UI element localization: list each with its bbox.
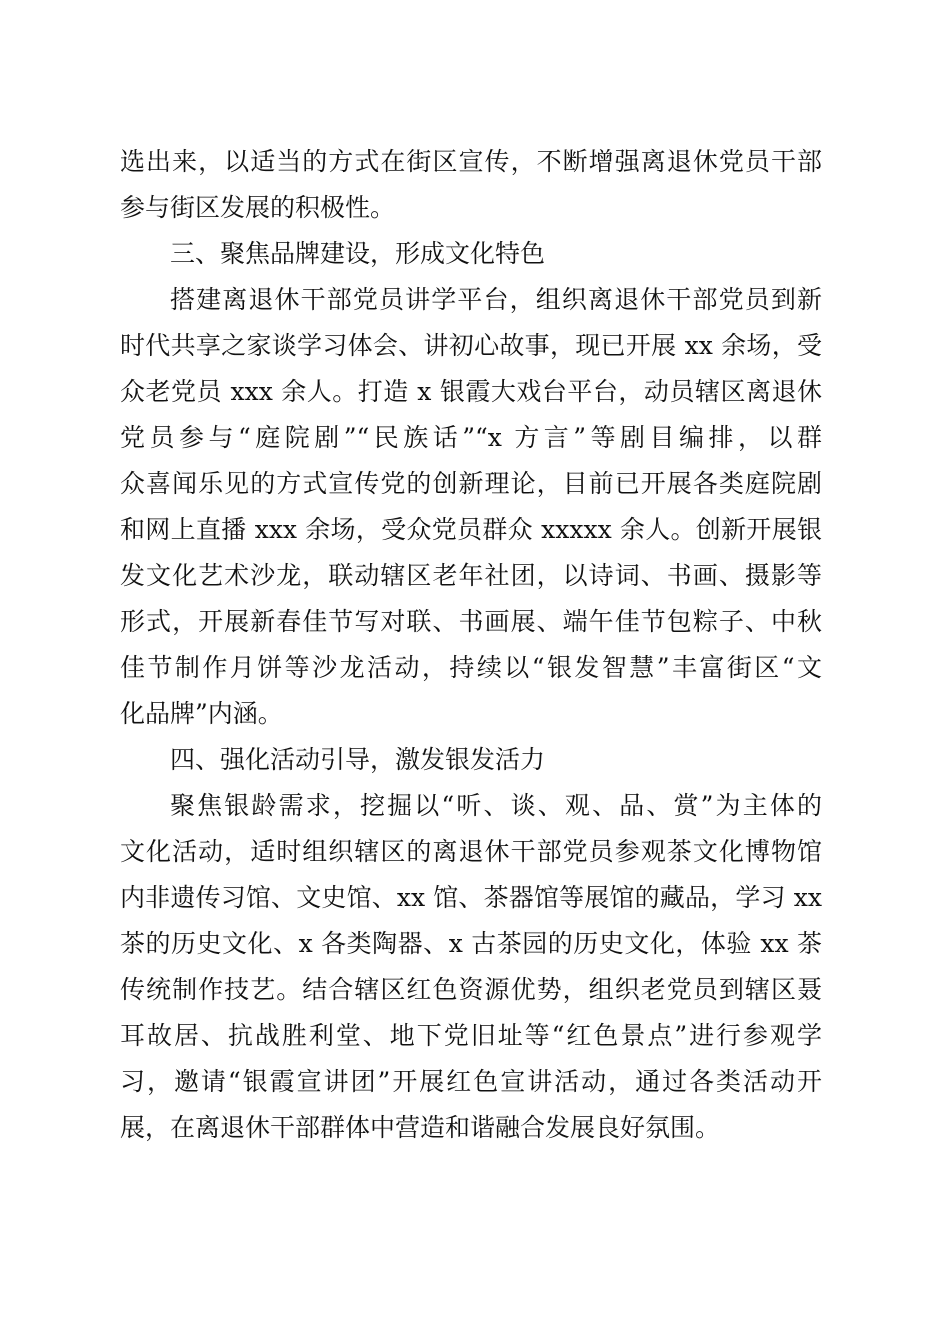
para2-line-3: 众老党员 xxx 余人。打造 x 银霞大戏台平台，动员辖区离退休 [120, 377, 822, 406]
para2-line-5: 众喜闻乐见的方式宣传党的创新理论，目前已开展各类庭院剧 [120, 469, 822, 498]
para1-line-1: 选出来，以适当的方式在街区宣传，不断增强离退休党员干部 [120, 147, 822, 176]
section-heading-4: 四、强化活动引导，激发银发活力 [170, 745, 546, 774]
para3-line-6: 耳故居、抗战胜利堂、地下党旧址等“红色景点”进行参观学 [120, 1021, 822, 1050]
para2-line-2: 时代共享之家谈学习体会、讲初心故事，现已开展 xx 余场，受 [120, 331, 822, 360]
para3-line-8: 展，在离退休干部群体中营造和谐融合发展良好氛围。 [120, 1113, 721, 1142]
para1-line-2: 参与街区发展的积极性。 [120, 193, 396, 222]
para3-line-1: 聚焦银龄需求，挖掘以“听、谈、观、品、赏”为主体的 [170, 791, 822, 820]
para2-line-4: 党员参与“庭院剧”“民族话”“x 方言”等剧目编排，以群 [120, 423, 822, 452]
para2-line-6: 和网上直播 xxx 余场，受众党员群众 xxxxx 余人。创新开展银 [120, 515, 822, 544]
para3-line-4: 茶的历史文化、x 各类陶器、x 古茶园的历史文化，体验 xx 茶 [120, 929, 822, 958]
para2-line-10: 化品牌”内涵。 [120, 699, 283, 728]
para2-line-7: 发文化艺术沙龙，联动辖区老年社团，以诗词、书画、摄影等 [120, 561, 822, 590]
section-heading-3: 三、聚焦品牌建设，形成文化特色 [170, 239, 546, 268]
para3-line-2: 文化活动，适时组织辖区的离退休干部党员参观茶文化博物馆 [120, 837, 822, 866]
para3-line-3: 内非遗传习馆、文史馆、xx 馆、茶器馆等展馆的藏品，学习 xx [120, 883, 822, 912]
para3-line-5: 传统制作技艺。结合辖区红色资源优势，组织老党员到辖区聂 [120, 975, 822, 1004]
para2-line-8: 形式，开展新春佳节写对联、书画展、端午佳节包粽子、中秋 [120, 607, 822, 636]
para2-line-1: 搭建离退休干部党员讲学平台，组织离退休干部党员到新 [170, 285, 822, 314]
para2-line-9: 佳节制作月饼等沙龙活动，持续以“银发智慧”丰富街区“文 [120, 653, 822, 682]
para3-line-7: 习，邀请“银霞宣讲团”开展红色宣讲活动，通过各类活动开 [120, 1067, 822, 1096]
